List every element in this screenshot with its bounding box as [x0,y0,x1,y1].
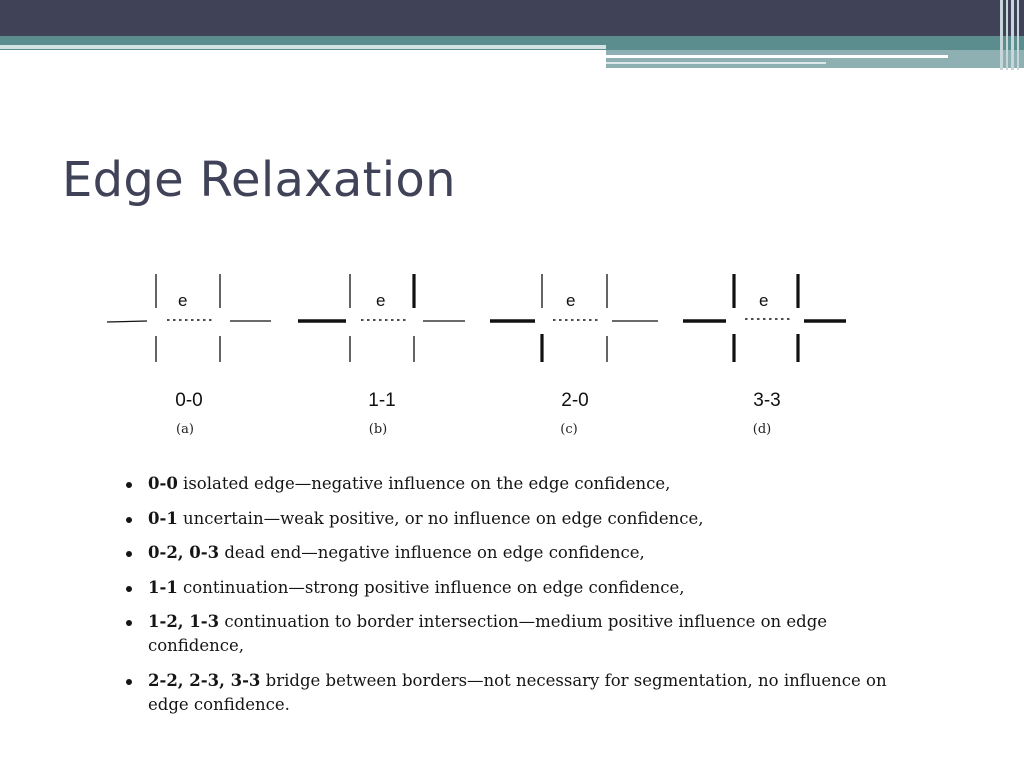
list-item [124,576,894,600]
header-accent-line [0,45,606,49]
edge-label: e [376,291,386,310]
rule-code: 1-1 [148,577,178,597]
rule-description: continuation to border intersection—medium positive influence on edge confidence, [148,612,828,655]
panel-c-caption: (c) [560,422,578,437]
panel-d-code: 3-3 [753,390,781,411]
bullet-icon [126,586,132,592]
list-item [124,610,894,658]
rule-description: continuation—strong positive influence on edge confidence, [177,577,685,597]
bullet-icon [126,551,132,557]
slide-title: Edge Relaxation [62,152,456,208]
panel-a-code: 0-0 [175,390,203,411]
rule-description: isolated edge—negative influence on the edge confidence, [177,474,671,493]
header-bar [0,0,1024,36]
edge-configuration-figure [100,262,880,452]
edge-label: e [566,291,576,310]
bullet-icon [126,517,132,523]
rule-description: uncertain—weak positive, or no influence on edge confidence, [177,508,704,528]
header-right-line [606,55,948,58]
list-item [124,507,894,531]
panel-d [683,274,846,362]
header-stripes [998,0,1024,70]
list-item [124,541,894,565]
rule-code: 0-0 [148,474,178,493]
header-right-line-2 [606,62,826,64]
header-right-block [606,50,1024,68]
list-item [124,669,894,717]
rule-code: 0-1 [148,508,178,528]
rule-code: 2-2, 2-3, 3-3 [148,670,261,690]
edge-label: e [759,291,769,310]
panel-b-code: 1-1 [368,390,396,411]
panel-c-code: 2-0 [561,390,589,411]
list-item [124,472,894,496]
panel-c [490,274,658,362]
panel-a-caption: (a) [176,422,194,437]
panel-b-caption: (b) [368,422,388,437]
panel-b [298,274,465,362]
panel-a [107,274,271,362]
bullet-icon [126,482,132,488]
bullet-icon [126,679,132,685]
rule-code: 0-2, 0-3 [148,543,220,562]
panel-d-caption: (d) [752,422,772,437]
rule-code: 1-2, 1-3 [148,612,220,631]
bullet-icon [126,620,132,626]
rule-list [124,472,894,727]
rule-description: bridge between borders—not necessary for segmentation, no influence on edge confidence. [148,670,887,714]
rule-description: dead end—negative influence on edge confidence, [219,543,645,562]
edge-label: e [178,291,188,310]
edge-configuration-diagram [100,262,880,392]
